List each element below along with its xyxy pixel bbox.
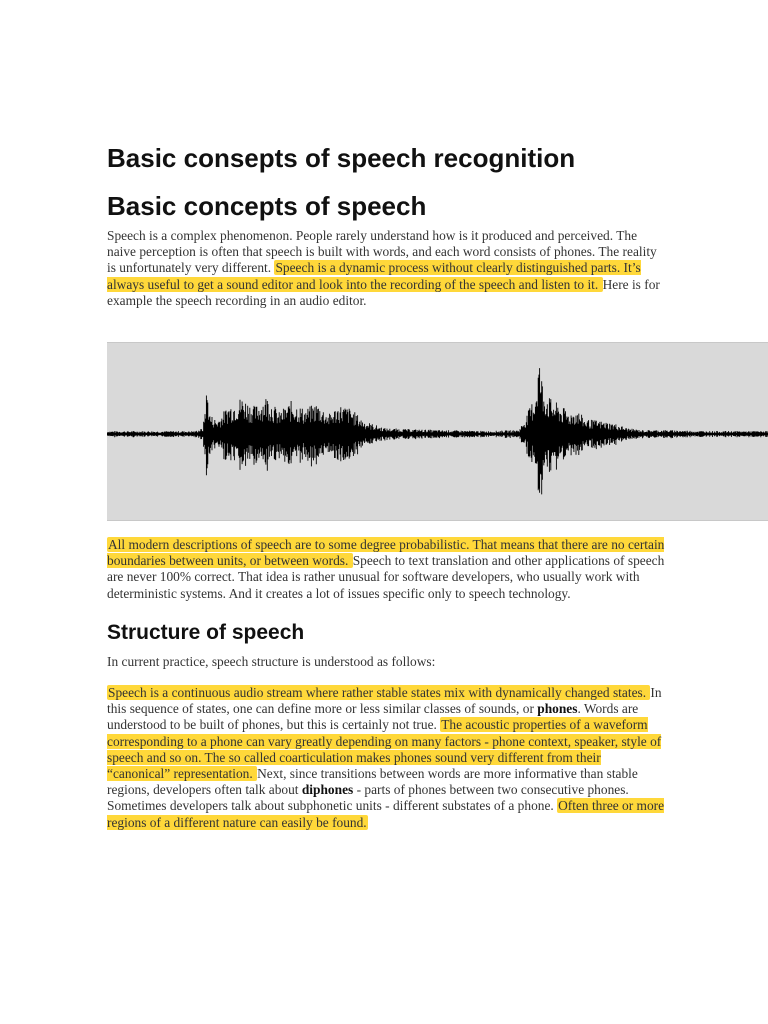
- intro-text-tail: Here is for example the speech recording in an audio editor.: [107, 276, 660, 308]
- structure-text-3: Next, since transitions between words are more informative than stable regions, developers often talk about: [107, 766, 638, 798]
- term-diphones: diphones: [301, 782, 354, 798]
- highlight-dynamic-process: Speech is a dynamic process without clearly distinguished parts. It’s always useful to get a sound editor and look into the recording of the speech and listen to it.: [107, 260, 641, 292]
- structure-text-2: . Words are understood to be built of phones, but this is certainly not true.: [107, 701, 639, 733]
- section-heading-basic-concepts: Basic concepts of speech: [107, 191, 427, 221]
- highlight-three-regions: Often three or more regions of a different nature can easily be found.: [107, 798, 665, 830]
- intro-text: Speech is a complex phenomenon. People rarely understand how is it produced and perceived. The naive perception is often that speech is built with words, and each word consists of phones. The reality is unfortunately very different.: [107, 228, 657, 276]
- waveform-graph: [107, 343, 768, 520]
- paragraph-intro: [107, 228, 667, 309]
- document-page-lower: [107, 537, 667, 831]
- paragraph-structure-intro: In current practice, speech structure is understood as follows:: [107, 653, 436, 669]
- term-phones: phones: [537, 701, 578, 717]
- waveform-signal: [107, 368, 768, 494]
- page-title: Basic consepts of speech recognition: [107, 143, 576, 173]
- probabilistic-text: Speech to text translation and other applications of speech are never 100% correct. That idea is rather unusual for software developers, who usually work with deterministic systems. And it creates a lot of issues specific only to speech technology.: [107, 553, 665, 601]
- structure-text-1: In this sequence of states, one can define more or less similar classes of sounds, or: [107, 685, 662, 717]
- document-page: [107, 140, 667, 309]
- section-heading-structure: Structure of speech: [107, 620, 305, 644]
- audio-waveform: [107, 342, 768, 521]
- structure-text-4: - parts of phones between two consecutive phones. Sometimes developers talk about subphonetic units - different substates of a phone.: [107, 782, 629, 814]
- highlight-probabilistic: All modern descriptions of speech are to some degree probabilistic. That means that there are no certain boundaries between units, or between words.: [107, 537, 665, 569]
- paragraph-probabilistic: [107, 537, 667, 602]
- paragraph-structure: [107, 685, 667, 831]
- highlight-acoustic-properties: The acoustic properties of a waveform corresponding to a phone can vary greatly depending on many factors - phone context, speaker, style of speech and so on. The so called coarticulation makes phones sound very different from their “canonical” representation.: [107, 717, 662, 782]
- highlight-continuous-stream: Speech is a continuous audio stream where rather stable states mix with dynamically changed states.: [108, 685, 650, 701]
